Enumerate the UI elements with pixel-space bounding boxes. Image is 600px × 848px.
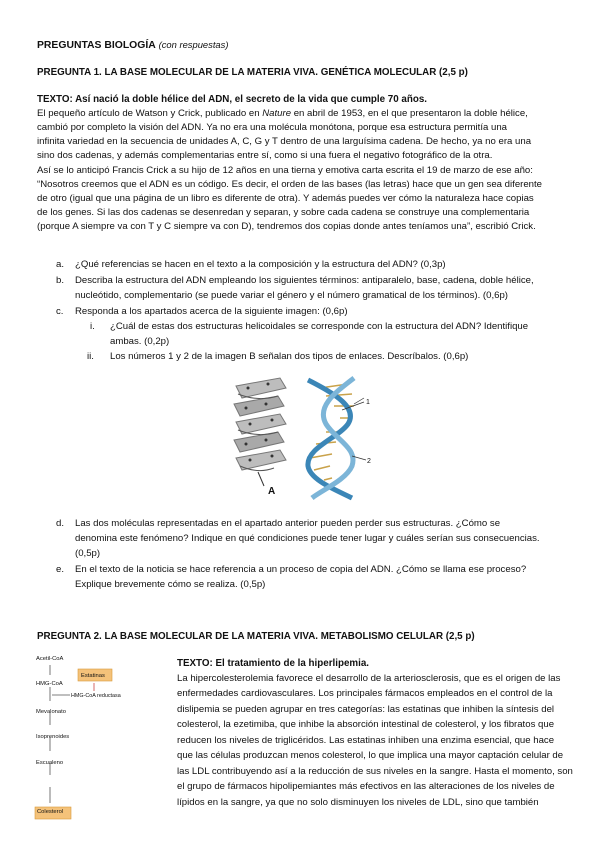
subitem-line: ¿Cuál de estas dos estructuras helicoidales se corresponde con la estructura del ADN? Identifique — [110, 321, 529, 332]
subitem-marker: ii. — [87, 351, 94, 362]
item-marker: a. — [56, 259, 65, 270]
subitem-line: ambas. (0,2p) — [110, 336, 170, 347]
q1-heading: PREGUNTA 1. LA BASE MOLECULAR DE LA MATERIA VIVA. GENÉTICA MOLECULAR (2,5 p) — [37, 67, 468, 78]
title-text: PREGUNTAS BIOLOGÍA — [37, 40, 156, 51]
dna-double-helix-illustration — [296, 374, 376, 502]
q1-paragraph-line: sino dos cadenas, y además complementarias entre sí, como si una fuera el negativo fotográfico de la otra. — [37, 150, 493, 161]
subitem-line: Los números 1 y 2 de la imagen B señalan dos tipos de enlaces. Descríbalos. (0,6p) — [110, 351, 469, 362]
q2-paragraph-line: colesterol, la ezetimiba, que inhibe la absorción intestinal de colesterol, y los fibratos que — [177, 719, 555, 730]
q1-p1-start: El pequeño artículo de Watson y Crick, publicado en — [37, 108, 263, 119]
q2-heading: PREGUNTA 2. LA BASE MOLECULAR DE LA MATERIA VIVA. METABOLISMO CELULAR (2,5 p) — [37, 631, 475, 642]
pathway-isoprenoides: Isoprenoides — [36, 734, 70, 740]
q2-paragraph-line: dislipemia se pueden agrupar en tres categorías: las estatinas que inhiben la síntesis del — [177, 704, 555, 715]
q1-paragraph-line: cambió por completo la visión del ADN. Ya no era una molécula monótona, porque esa estructura permitía una — [37, 122, 508, 133]
pathway-acetil: Acetil-CoA — [36, 656, 64, 662]
q2-paragraph-line: enfermedades cardiovasculares. Los principales fármacos empleados en el control de la — [177, 688, 553, 699]
q2-paragraph-line: las LDL contribuyendo así a la reducción de sus niveles en la sangre. Hasta el momento, son — [177, 766, 573, 777]
figure-label-a: A — [268, 486, 276, 497]
item-line: Responda a los apartados acerca de la siguiente imagen: (0,6p) — [75, 306, 348, 317]
item-line: denomina este fenómeno? Indique en qué condiciones puede tener lugar y cuáles serían sus consecuencias. — [75, 533, 540, 544]
pathway-mevalonato: Mevalonato — [36, 709, 66, 715]
q2-paragraph-line: reducen los niveles de triglicéridos. Las estatinas inhiben una enzima esencial, que hace — [177, 735, 555, 746]
q1-paragraph-line — [37, 107, 528, 121]
alpha-helix-illustration — [228, 374, 290, 499]
item-marker: d. — [56, 518, 65, 529]
pathway-estatinas: Estatinas — [81, 673, 105, 679]
item-line: Explique brevemente cómo se realiza. (0,5p) — [75, 579, 266, 590]
q2-paragraph-line: el grupo de fármacos hipolipemiantes más efectivos en las alteraciones de los niveles de — [177, 781, 555, 792]
q2-paragraph-line: La hipercolesterolemia favorece el desarrollo de la arteriosclerosis, que es el origen de las — [177, 673, 561, 684]
item-marker: b. — [56, 275, 65, 286]
subitem-marker: i. — [90, 321, 95, 332]
item-line: nucleótido, complementario (se puede variar el género y el número gramatical de los términos). (0,6p) — [75, 290, 508, 301]
item-marker: c. — [56, 306, 64, 317]
q1-text-title — [37, 93, 427, 107]
q1-paragraph-line: Así se lo anticipó Francis Crick a su hijo de 12 años en una tierna y emotiva carta escrita el 19 de marzo de ese año: — [37, 165, 533, 176]
pathway-hmg: HMG-CoA — [36, 681, 63, 687]
q2-paragraph-line: que las células produzcan menos colesterol, lo que implica una mayor captación celular de — [177, 750, 564, 761]
q1-paragraph-line: infinita variedad en la secuencia de unidades A, C, G y T dentro de una larguísima cadena. De hecho, ya no era una — [37, 136, 532, 147]
item-line: ¿Qué referencias se hacen en el texto a la composición y la estructura del ADN? (0,3p) — [75, 259, 446, 270]
title-subtitle: (con respuestas) — [158, 39, 229, 50]
page-title — [37, 38, 228, 53]
pathway-reductasa: HMG-CoA reductasa — [71, 693, 121, 699]
figure-label-1: 1 — [366, 399, 370, 406]
item-marker: e. — [56, 564, 65, 575]
q2-text-title: TEXTO: El tratamiento de la hiperlipemia. — [177, 658, 369, 669]
item-line: En el texto de la noticia se hace referencia a un proceso de copia del ADN. ¿Cómo se llama ese proceso? — [75, 564, 527, 575]
q1-p1-end: en abril de 1953, en el que presentaron la doble hélice, — [291, 108, 528, 119]
pathway-colesterol: Colesterol — [37, 809, 64, 815]
q1-p1-nature: Nature — [262, 108, 292, 119]
item-line: (0,5p) — [75, 548, 101, 559]
item-line: Describa la estructura del ADN empleando los siguientes términos: antiparalelo, base, cadena, doble hélice, — [75, 275, 534, 286]
q1-paragraph-line: de otro (igual que una página de un libro es diferente de otra). Y además puedes ver cómo la naturaleza hace copias — [37, 193, 534, 204]
q1-paragraph-line: “Nosotros creemos que el ADN es un código. Es decir, el orden de las bases (las letras) hace que un gen sea diferente — [37, 179, 543, 190]
q1-text-headline: Así nació la doble hélice del ADN, el secreto de la vida que cumple 70 años. — [75, 94, 428, 105]
figure-label-2: 2 — [367, 458, 371, 465]
q1-paragraph-line: (porque A siempre va con T y C siempre va con D), tendremos dos copias donde antes teníamos una”, escribió Crick. — [37, 221, 536, 232]
pathway-escualeno: Escualeno — [36, 760, 64, 766]
q1-text-label: TEXTO: — [37, 94, 73, 105]
q1-paragraph-line: de los genes. Si las dos cadenas se desenredan y separan, y sobre cada cadena se construye una complementaria — [37, 207, 530, 218]
q2-paragraph-line: lípidos en la sangre, ya que no solo disminuyen los niveles de LDL, sino que también — [177, 797, 539, 808]
item-line: Las dos moléculas representadas en el apartado anterior pueden perder sus estructuras. ¿Cómo se — [75, 518, 501, 529]
